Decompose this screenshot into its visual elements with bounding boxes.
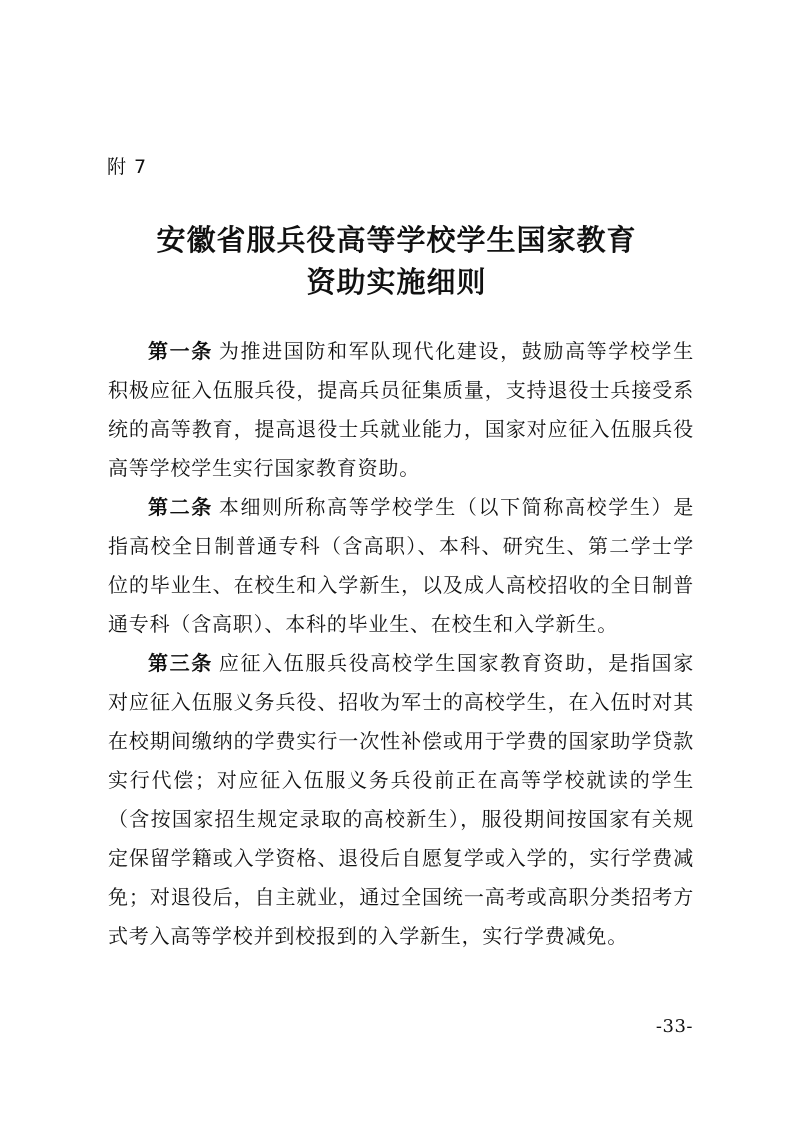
article-1 <box>108 332 694 488</box>
title-line-1: 安徽省服兵役高等学校学生国家教育 <box>156 223 637 257</box>
article-1-text: 为推进国防和军队现代化建设，鼓励高等学校学生积极应征入伍服兵役，提高兵员征集质量，支持退役士兵接受系统的高等教育，提高退役士兵就业能力，国家对应征入伍服兵役高等学校学生实行国家教育资助。 <box>108 339 694 480</box>
article-3-text: 应征入伍服兵役高校学生国家教育资助，是指国家对应征入伍服义务兵役、招收为军士的高校学生，在入伍时对其在校期间缴纳的学费实行一次性补偿或用于学费的国家助学贷款实行代偿；对应征入伍服义务兵役前正在高等学校就读的学生（含按国家招生规定录取的高校新生），服役期间按国家有关规定保留学籍或入学资格、退役后自愿复学或入学的，实行学费减免；对退役后，自主就业，通过全国统一高考或高职分类招考方式考入高等学校并到校报到的入学新生，实行学费减免。 <box>108 651 694 948</box>
article-2 <box>108 488 694 644</box>
page-number: -33- <box>655 1016 693 1037</box>
article-2-text: 本细则所称高等学校学生（以下简称高校学生）是指高校全日制普通专科（含高职）、本科、研究生、第二学士学位的毕业生、在校生和入学新生，以及成人高校招收的全日制普通专科（含高职）、本科的毕业生、在校生和入学新生。 <box>108 495 694 636</box>
attachment-label: 附 7 <box>107 156 148 178</box>
article-3-heading: 第三条 <box>148 651 213 675</box>
document-body <box>108 332 694 956</box>
title-line-2: 资助实施细则 <box>306 265 487 299</box>
article-2-heading: 第二条 <box>148 495 213 519</box>
article-3 <box>108 644 694 956</box>
article-1-heading: 第一条 <box>148 339 213 363</box>
